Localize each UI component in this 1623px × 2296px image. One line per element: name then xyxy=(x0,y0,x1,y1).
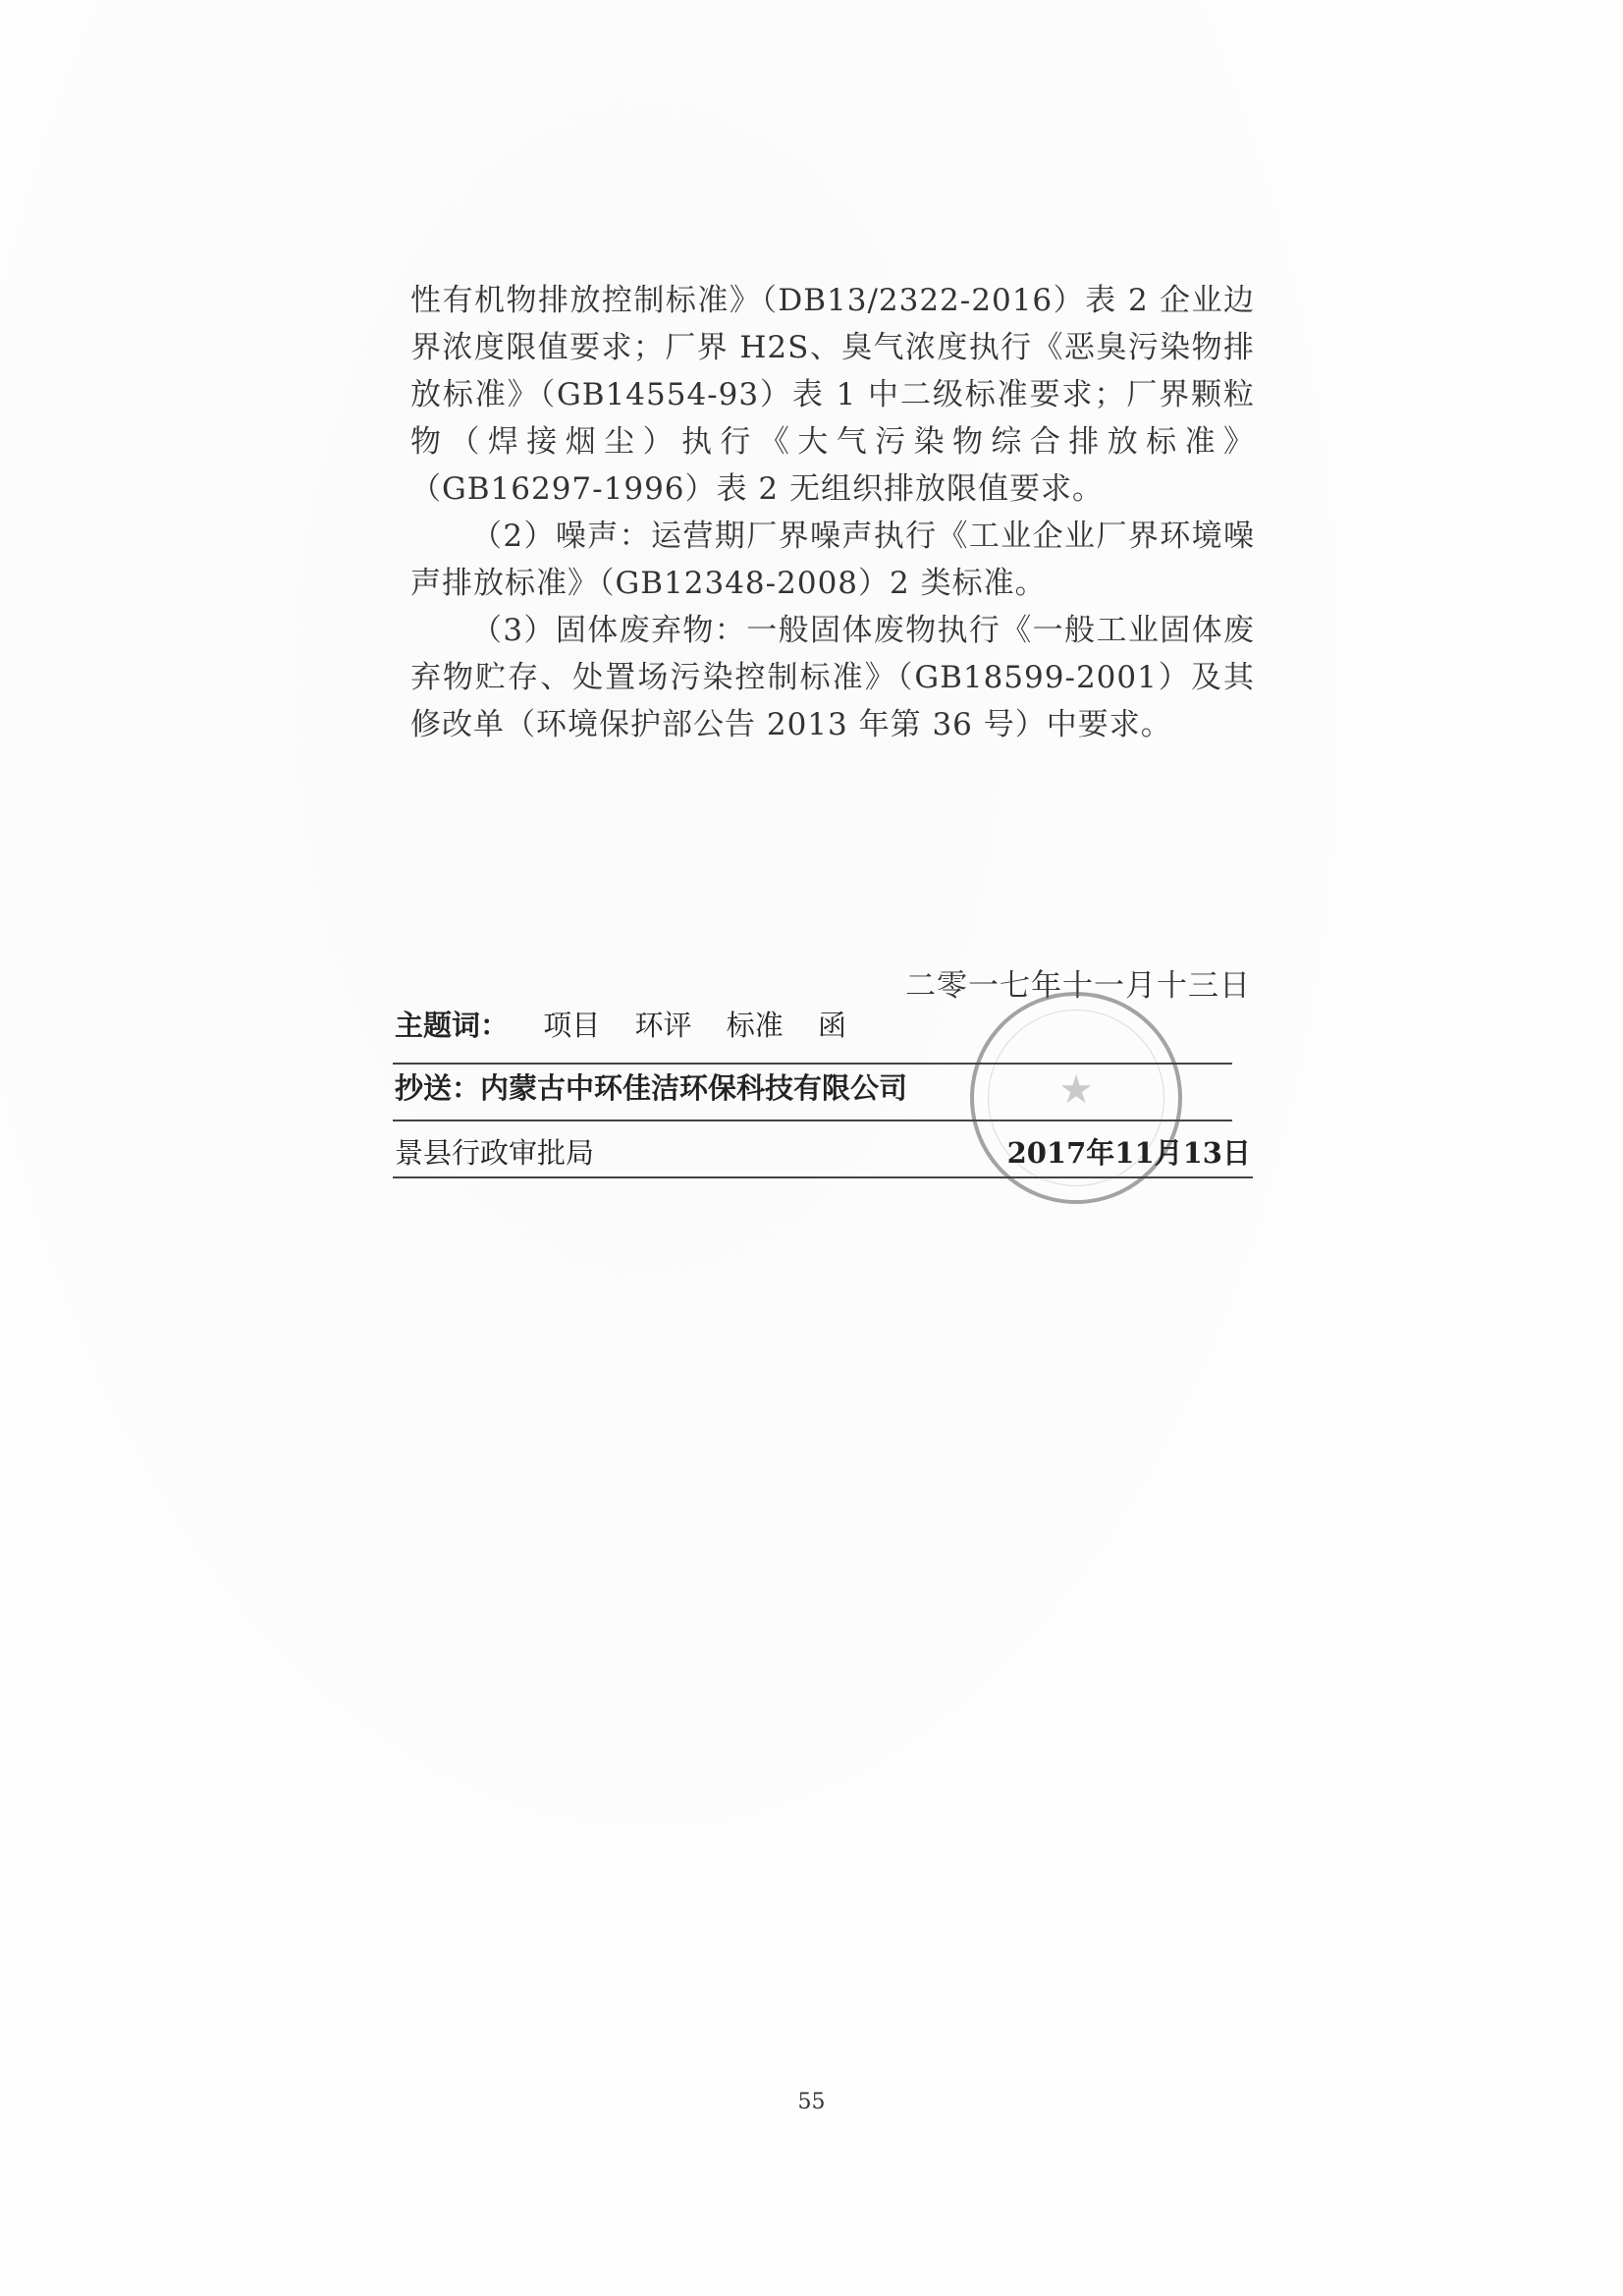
divider-line xyxy=(393,1120,1232,1121)
paragraph-noise-standard: （2）噪声：运营期厂界噪声执行《工业企业厂界环境噪声排放标准》（GB12348-2008）2 类标准。 xyxy=(410,519,1255,601)
page-number: 55 xyxy=(797,2090,826,2114)
keywords-list xyxy=(517,1009,846,1042)
keyword-item: 项目 xyxy=(543,1009,601,1042)
issue-date: 2017年11月13日 xyxy=(1006,1136,1251,1170)
divider-line xyxy=(393,1063,1232,1065)
keywords-label: 主题词： xyxy=(395,1009,510,1042)
cc-label: 抄送： xyxy=(395,1071,481,1105)
issuer-row xyxy=(395,1131,1251,1172)
divider-line xyxy=(393,1176,1253,1178)
keywords-row xyxy=(395,1004,1251,1044)
document-date: 二零一七年十一月十三日 xyxy=(905,968,1251,1004)
paragraph-solid-waste-standard: （3）固体废弃物：一般固体废物执行《一般工业固体废弃物贮存、处置场污染控制标准》（GB18599-2001）及其修改单（环境保护部公告 2013 年第 36 号）中要求。 xyxy=(410,613,1255,742)
keyword-item: 环评 xyxy=(634,1009,692,1042)
cc-row xyxy=(395,1066,1251,1107)
keyword-item: 函 xyxy=(817,1009,846,1042)
paragraph-air-standards: 性有机物排放控制标准》（DB13/2322-2016）表 2 企业边界浓度限值要求；厂界 H2S、臭气浓度执行《恶臭污染物排放标准》（GB14554-93）表 1 中二级标准要求；厂界颗粒物（焊接烟尘）执行《大气污染物综合排放标准》（GB16297-1996）表 2 无组织排放限值要求。 xyxy=(410,283,1255,507)
cc-recipient: 内蒙古中环佳洁环保科技有限公司 xyxy=(480,1071,908,1105)
issuer-name: 景县行政审批局 xyxy=(395,1136,595,1170)
seal-star-icon: ★ xyxy=(1058,1066,1094,1113)
keyword-item: 标准 xyxy=(726,1009,784,1042)
body-text xyxy=(410,277,1255,748)
